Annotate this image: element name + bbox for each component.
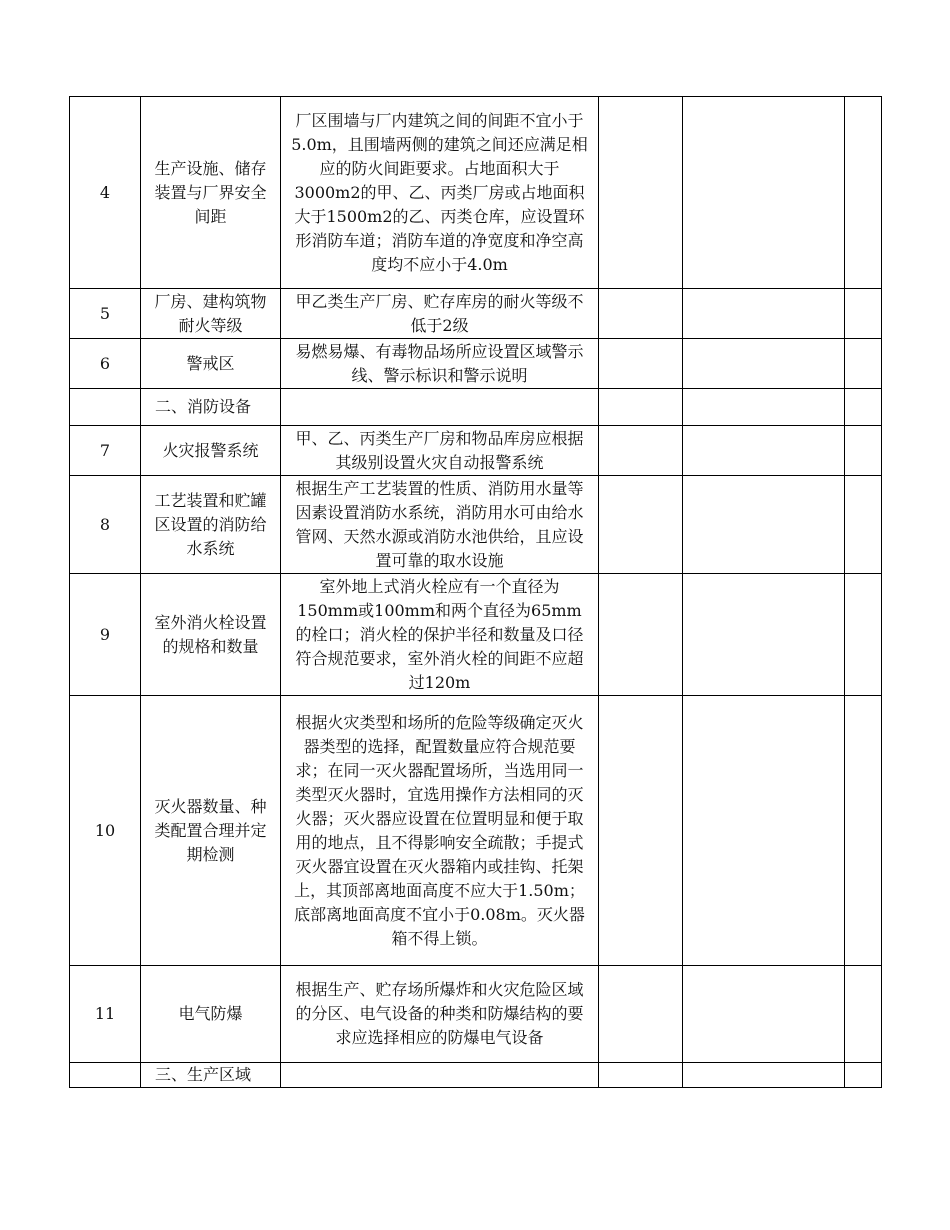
row-number: 4 [70,97,141,289]
check-item: 工艺装置和贮罐区设置的消防给水系统 [141,476,281,574]
check-requirement: 根据火灾类型和场所的危险等级确定灭火器类型的选择，配置数量应符合规范要求；在同一灭火器配置场所，当选用同一类型灭火器时，宜选用操作方法相同的灭火器；灭火器应设置在位置明显和便于取用的地点，且不得影响安全疏散；手提式灭火器宜设置在灭火器箱内或挂钩、托架上，其顶部离地面高度不应大于1.50m；底部离地面高度不宜小于0.08m。灭火器箱不得上锁。 [281,696,599,966]
check-requirement: 甲乙类生产厂房、贮存库房的耐火等级不低于2级 [281,289,599,339]
checklist-table [69,96,882,1088]
blank-cell [845,966,882,1063]
check-requirement: 易燃易爆、有毒物品场所应设置区域警示线、警示标识和警示说明 [281,339,599,389]
section-title: 三、生产区域 [141,1063,281,1088]
row-number [70,1063,141,1088]
row-number: 7 [70,426,141,476]
blank-cell [683,476,845,574]
blank-cell [845,426,882,476]
blank-cell [683,389,845,426]
check-requirement [281,1063,599,1088]
blank-cell [845,97,882,289]
blank-cell [845,696,882,966]
check-item: 厂房、建构筑物耐火等级 [141,289,281,339]
check-item: 电气防爆 [141,966,281,1063]
check-requirement: 根据生产工艺装置的性质、消防用水量等因素设置消防水系统，消防用水可由给水管网、天然水源或消防水池供给，且应设置可靠的取水设施 [281,476,599,574]
blank-cell [599,476,683,574]
blank-cell [599,696,683,966]
row-number: 5 [70,289,141,339]
blank-cell [599,97,683,289]
blank-cell [845,339,882,389]
row-number: 10 [70,696,141,966]
blank-cell [845,289,882,339]
check-requirement: 根据生产、贮存场所爆炸和火灾危险区域的分区、电气设备的种类和防爆结构的要求应选择相应的防爆电气设备 [281,966,599,1063]
blank-cell [599,966,683,1063]
section-row [70,1063,882,1088]
table-row [70,289,882,339]
check-item: 火灾报警系统 [141,426,281,476]
check-requirement [281,389,599,426]
table-row [70,97,882,289]
blank-cell [683,339,845,389]
row-number: 8 [70,476,141,574]
row-number: 11 [70,966,141,1063]
blank-cell [683,574,845,696]
blank-cell [599,389,683,426]
table-row [70,426,882,476]
check-item: 灭火器数量、种类配置合理并定期检测 [141,696,281,966]
row-number: 6 [70,339,141,389]
blank-cell [845,389,882,426]
row-number [70,389,141,426]
blank-cell [845,1063,882,1088]
blank-cell [683,289,845,339]
blank-cell [599,574,683,696]
blank-cell [683,696,845,966]
table-row [70,574,882,696]
table-row [70,966,882,1063]
row-number: 9 [70,574,141,696]
table-row [70,696,882,966]
check-requirement: 室外地上式消火栓应有一个直径为150mm或100mm和两个直径为65mm的栓口；消火栓的保护半径和数量及口径符合规范要求，室外消火栓的间距不应超过120m [281,574,599,696]
check-item: 警戒区 [141,339,281,389]
blank-cell [599,1063,683,1088]
blank-cell [683,966,845,1063]
blank-cell [683,1063,845,1088]
blank-cell [599,339,683,389]
blank-cell [599,426,683,476]
table-row [70,339,882,389]
blank-cell [845,476,882,574]
section-title: 二、消防设备 [141,389,281,426]
section-row [70,389,882,426]
check-requirement: 厂区围墙与厂内建筑之间的间距不宜小于5.0m，且围墙两侧的建筑之间还应满足相应的防火间距要求。占地面积大于3000m2的甲、乙、丙类厂房或占地面积大于1500m2的乙、丙类仓库，应设置环形消防车道；消防车道的净宽度和净空高度均不应小于4.0m [281,97,599,289]
blank-cell [683,426,845,476]
check-item: 生产设施、储存装置与厂界安全间距 [141,97,281,289]
blank-cell [845,574,882,696]
table-row [70,476,882,574]
blank-cell [683,97,845,289]
blank-cell [599,289,683,339]
check-requirement: 甲、乙、丙类生产厂房和物品库房应根据其级别设置火灾自动报警系统 [281,426,599,476]
check-item: 室外消火栓设置的规格和数量 [141,574,281,696]
